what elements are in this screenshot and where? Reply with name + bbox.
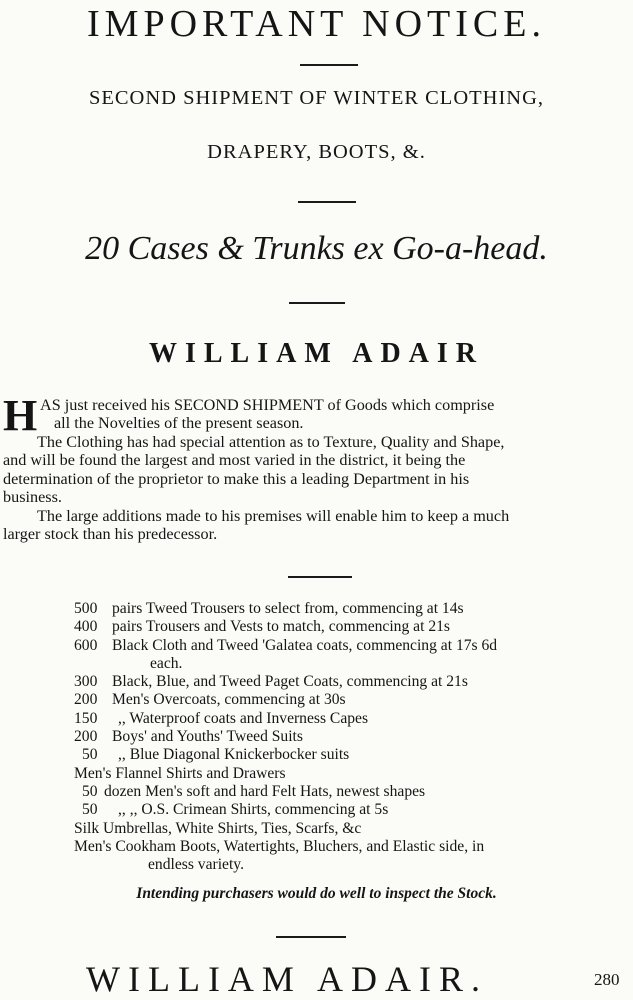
list-item: 200 Boys' and Youths' Tweed Suits [74,728,303,746]
list-item: 150 ,, Waterproof coats and Inverness Capes [74,709,369,727]
divider-rule [289,302,345,304]
premises-paragraph [3,507,631,544]
divider-rule [276,936,346,938]
list-item: Silk Umbrellas, White Shirts, Ties, Scarfs, &c [74,819,362,837]
page-number: 280 [594,970,620,989]
paragraph-line: larger stock than his predecessor. [3,525,218,544]
list-item: 50 dozen Men's soft and hard Felt Hats, newest shapes [82,782,426,800]
list-item: 50 ,, Blue Diagonal Knickerbocker suits [82,746,350,764]
notice-title: IMPORTANT NOTICE. [87,3,546,45]
paragraph-line: business. [3,488,62,507]
list-item: Men's Cookham Boots, Watertights, Bluchers, and Elastic side, in [74,837,485,855]
shipment-heading: SECOND SHIPMENT OF WINTER CLOTHING, [88,87,545,109]
list-item: each. [150,654,183,672]
clothing-paragraph [3,433,631,507]
list-item: 500 pairs Tweed Trousers to select from, commencing at 14s [74,600,464,617]
paragraph-line: and will be found the largest and most varied in the district, it being the [3,451,466,470]
intro-paragraph [40,396,631,433]
paragraph-line: The large additions made to his premises will enable him to keep a much [37,507,510,525]
drapery-heading: DRAPERY, BOOTS, &. [207,141,426,163]
signature: WILLIAM ADAIR. [86,959,488,999]
list-item: 400 pairs Trousers and Vests to match, commencing at 21s [74,618,450,636]
paragraph-line: all the Novelties of the present season. [54,414,304,433]
purchaser-note: Intending purchasers would do well to inspect the Stock. [136,885,497,902]
divider-rule [288,576,352,578]
list-item: endless variety. [148,856,244,874]
list-item: 200 Men's Overcoats, commencing at 30s [74,691,346,709]
list-item: 50 ,, ,, O.S. Crimean Shirts, commencing at 5s [82,801,389,819]
divider-rule [298,201,356,203]
list-item: 600 Black Cloth and Tweed 'Galatea coats, commencing at 17s 6d [74,636,498,654]
paragraph-line: The Clothing has had special attention as to Texture, Quality and Shape, [37,433,505,451]
drop-cap: H [3,391,38,440]
divider-rule [300,64,358,66]
cases-heading: 20 Cases & Trunks ex Go-a-head. [85,230,548,267]
paragraph-line: determination of the proprietor to make this a leading Department in his [3,469,470,488]
list-item: Men's Flannel Shirts and Drawers [74,764,286,782]
paragraph-line: AS just received his SECOND SHIPMENT of Goods which comprise [40,396,495,414]
list-item: 300 Black, Blue, and Tweed Paget Coats, commencing at 21s [74,673,468,691]
proprietor-name: WILLIAM ADAIR [148,338,485,369]
goods-list [0,600,633,874]
